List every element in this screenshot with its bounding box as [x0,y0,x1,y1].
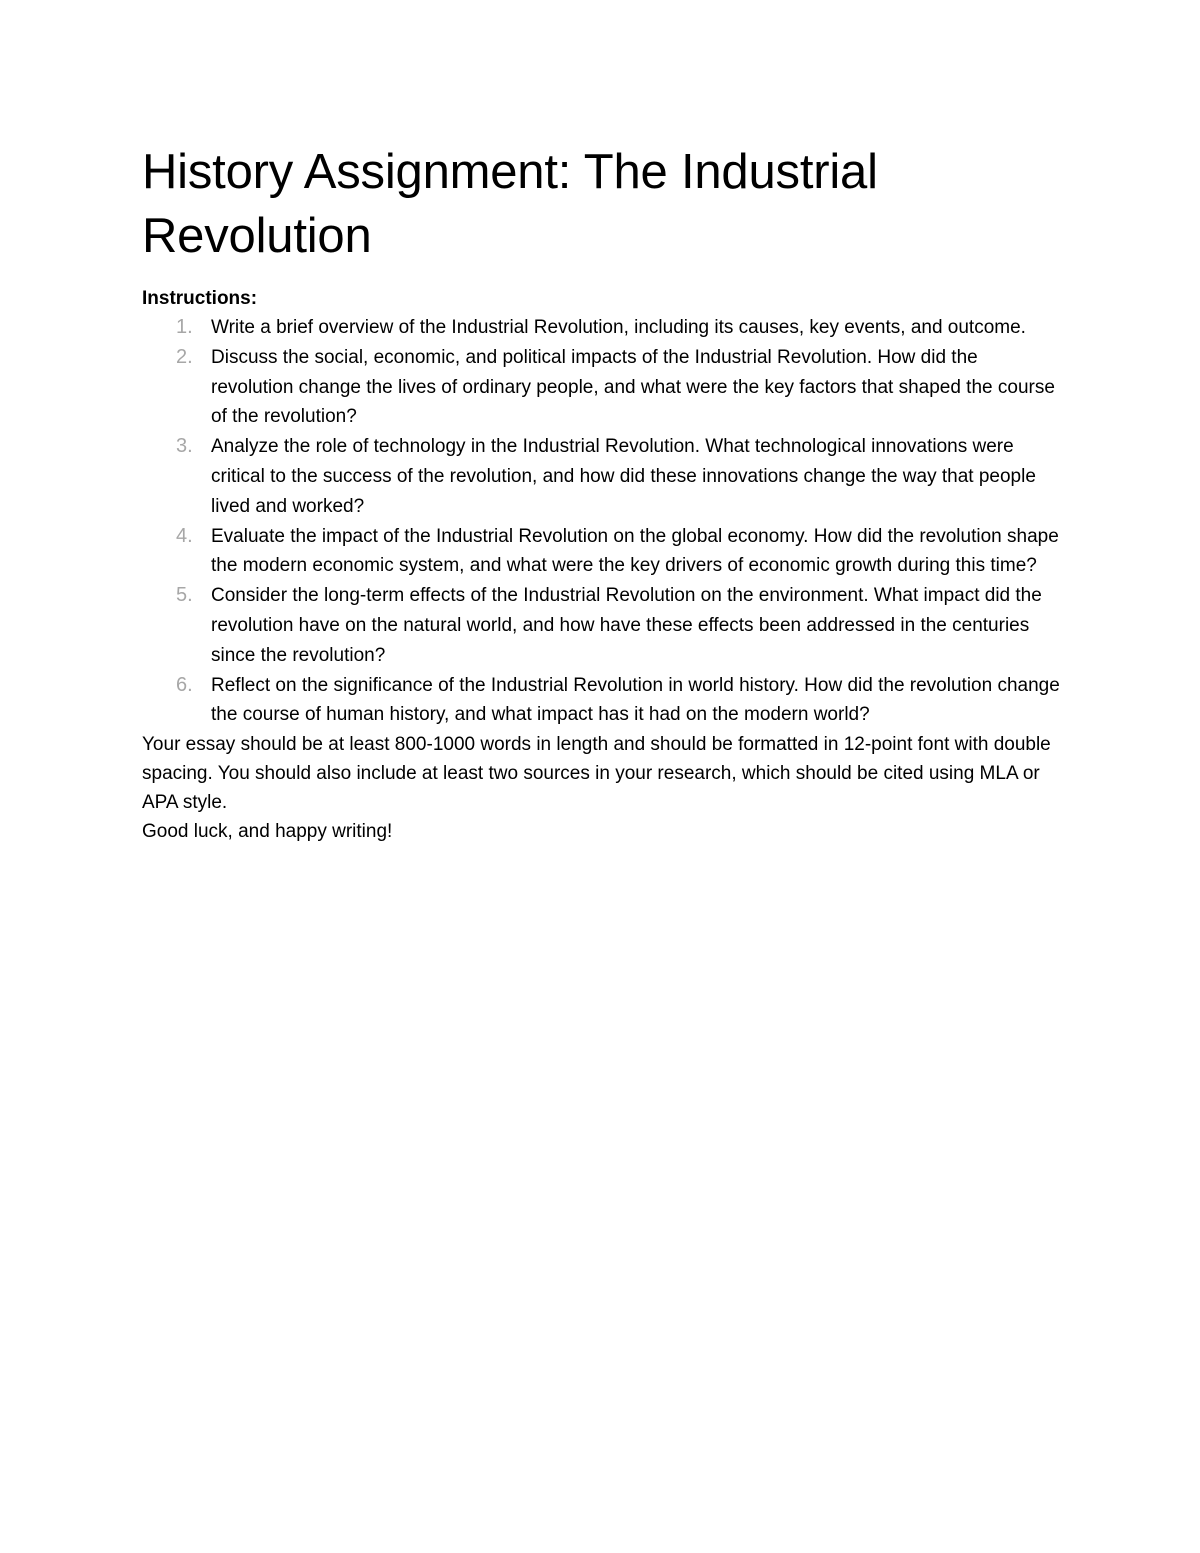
list-item-number: 5. [176,584,193,607]
instructions-list [142,313,1072,730]
closing-line: Good luck, and happy writing! [142,821,393,843]
list-item-text: Analyze the role of technology in the Industrial Revolution. What technological innovations were critical to the success of the revolution, and how did these innovations change the way that people lived and worked? [211,436,1036,517]
list-item-text: Write a brief overview of the Industrial Revolution, including its causes, key events, and outcome. [211,317,1026,338]
list-item-text: Reflect on the significance of the Industrial Revolution in world history. How did the revolution change the course of human history, and what impact has it had on the modern world? [211,674,1060,726]
list-item-number: 2. [176,345,193,368]
list-item [142,313,1072,343]
document-body [142,140,1072,846]
list-item-number: 4. [176,524,193,547]
list-item-text: Evaluate the impact of the Industrial Revolution on the global economy. How did the revolution shape the modern economic system, and what were the key drivers of economic growth during this time? [211,525,1059,577]
instructions-heading: Instructions: [142,288,258,309]
list-item-number: 3. [176,435,193,458]
list-item-number: 6. [176,673,193,696]
page-title: History Assignment: The Industrial Revolution [142,145,878,263]
list-item-text: Consider the long-term effects of the Industrial Revolution on the environment. What impact did the revolution have on the natural world, and how have these effects been addressed in the centuries since the revolution? [211,585,1042,666]
list-item-number: 1. [176,316,193,338]
list-item [142,671,1072,731]
list-item [142,581,1072,670]
list-item [142,432,1072,521]
requirements-paragraph: Your essay should be at least 800-1000 words in length and should be formatted in 12-point font with double spacing. You should also include at least two sources in your research, which should be cited using MLA or APA style. [142,734,1051,814]
list-item-text: Discuss the social, economic, and political impacts of the Industrial Revolution. How did the revolution change the lives of ordinary people, and what were the key factors that shaped the course of the revolution? [211,346,1055,428]
list-item [142,522,1072,582]
list-item [142,343,1072,432]
